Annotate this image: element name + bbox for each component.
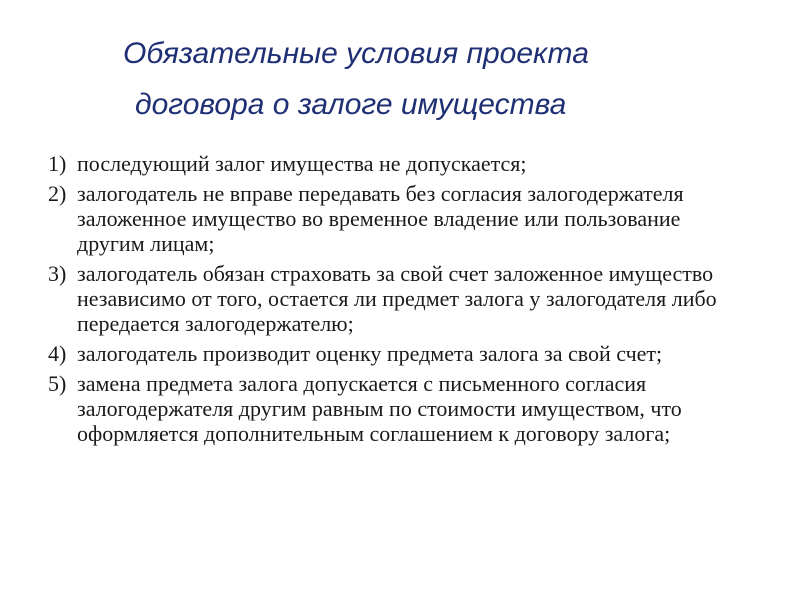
list-item bbox=[48, 371, 748, 446]
list-item-text: залогодатель не вправе передавать без согласия залогодержателя заложенное имущество во временное владение или пользование другим лицам; bbox=[77, 181, 684, 256]
list-item bbox=[48, 341, 748, 366]
list-item-text: залогодатель производит оценку предмета залога за свой счет; bbox=[77, 341, 663, 366]
list-item-number: 5) bbox=[48, 371, 67, 396]
list-item-number: 1) bbox=[48, 151, 67, 176]
list-item-number: 3) bbox=[48, 261, 67, 286]
slide-title-line-1: Обязательные условия проекта bbox=[123, 37, 589, 70]
list-item-text: замена предмета залога допускается с письменного согласия залогодержателя другим равным по стоимости имуществом, что оформляется дополнительным соглашением к договору залога; bbox=[77, 371, 682, 446]
slide-title-line-2: договора о залоге имущества bbox=[135, 88, 567, 121]
list-item-text: залогодатель обязан страховать за свой счет заложенное имущество независимо от того, остается ли предмет залога у залогодателя либо передается залогодержателю; bbox=[77, 261, 717, 336]
list-item-number: 4) bbox=[48, 341, 67, 366]
list-item bbox=[48, 261, 748, 336]
list-item-text: последующий залог имущества не допускается; bbox=[77, 151, 527, 176]
list-item-number: 2) bbox=[48, 181, 67, 206]
slide-title bbox=[0, 28, 800, 130]
list-item bbox=[48, 181, 748, 256]
list-item bbox=[48, 151, 748, 176]
conditions-list bbox=[48, 151, 748, 451]
